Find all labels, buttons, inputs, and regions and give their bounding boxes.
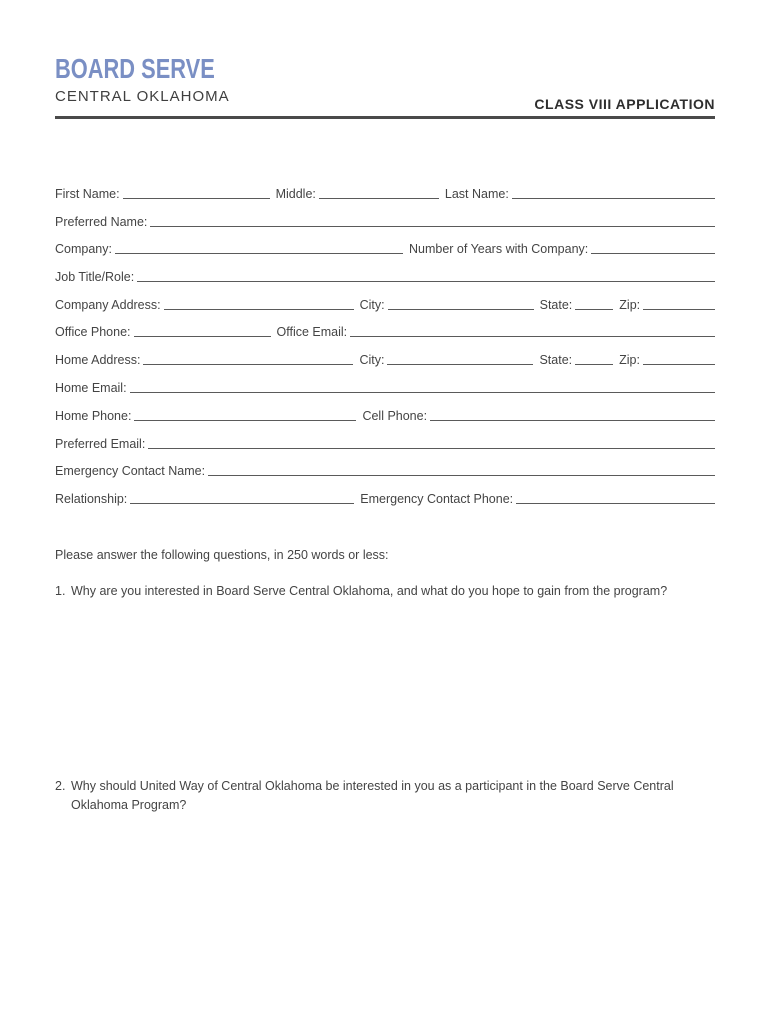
last-name-label: Last Name: — [444, 187, 509, 201]
emergency-contact-name-field[interactable] — [208, 462, 715, 476]
emergency-contact-row — [55, 460, 715, 478]
home-city-field[interactable] — [387, 351, 533, 365]
preferred-email-label: Preferred Email: — [55, 437, 146, 451]
years-with-company-field[interactable] — [591, 240, 715, 254]
middle-name-label: Middle: — [275, 187, 316, 201]
cell-phone-label: Cell Phone: — [362, 409, 428, 423]
name-row — [55, 183, 715, 201]
first-name-label: First Name: — [55, 187, 120, 201]
emergency-contact-phone-label: Emergency Contact Phone: — [360, 492, 514, 506]
relationship-row — [55, 488, 715, 506]
middle-name-field[interactable] — [319, 185, 439, 199]
home-phone-field[interactable] — [134, 407, 356, 421]
company-address-row — [55, 294, 715, 312]
job-title-label: Job Title/Role: — [55, 270, 135, 284]
job-title-row — [55, 266, 715, 284]
questions-intro: Please answer the following questions, in 250 words or less: — [55, 548, 389, 562]
company-label: Company: — [55, 242, 112, 256]
question-2-text: Why should United Way of Central Oklahoma be interested in you as a participant in the Board Serve Central Oklahoma Program? — [71, 779, 674, 812]
office-email-label: Office Email: — [276, 325, 348, 339]
company-zip-field[interactable] — [643, 296, 715, 310]
brand-title: BOARD SERVE — [55, 53, 215, 84]
company-address-field[interactable] — [164, 296, 354, 310]
office-phone-field[interactable] — [134, 323, 271, 337]
home-address-label: Home Address: — [55, 353, 141, 367]
preferred-name-row — [55, 211, 715, 229]
preferred-name-label: Preferred Name: — [55, 215, 148, 229]
office-email-field[interactable] — [350, 323, 715, 337]
home-address-row — [55, 349, 715, 367]
cell-phone-field[interactable] — [430, 407, 715, 421]
preferred-email-field[interactable] — [148, 435, 715, 449]
brand-subtitle: CENTRAL OKLAHOMA — [55, 88, 230, 105]
company-zip-label: Zip: — [619, 298, 641, 312]
home-zip-label: Zip: — [619, 353, 640, 367]
company-row — [55, 238, 715, 256]
home-email-row — [55, 377, 715, 395]
phone-row — [55, 405, 715, 423]
last-name-field[interactable] — [512, 185, 715, 199]
home-state-field[interactable] — [575, 351, 613, 365]
home-state-label: State: — [539, 353, 573, 367]
job-title-field[interactable] — [137, 268, 715, 282]
office-phone-label: Office Phone: — [55, 325, 131, 339]
preferred-name-field[interactable] — [150, 213, 715, 227]
home-zip-field[interactable] — [643, 351, 715, 365]
home-phone-label: Home Phone: — [55, 409, 132, 423]
relationship-field[interactable] — [130, 490, 354, 504]
emergency-contact-phone-field[interactable] — [516, 490, 715, 504]
company-city-field[interactable] — [388, 296, 534, 310]
preferred-email-row — [55, 433, 715, 451]
question-2-number: 2. — [55, 779, 66, 793]
header-rule — [55, 116, 715, 119]
relationship-label: Relationship: — [55, 492, 128, 506]
emergency-contact-name-label: Emergency Contact Name: — [55, 464, 206, 478]
company-state-field[interactable] — [575, 296, 613, 310]
question-1-number: 1. — [55, 584, 66, 598]
question-1-text: Why are you interested in Board Serve Central Oklahoma, and what do you hope to gain from the program? — [71, 584, 668, 598]
form-title: CLASS VIII APPLICATION — [534, 96, 715, 112]
company-city-label: City: — [359, 298, 385, 312]
company-address-label: Company Address: — [55, 298, 161, 312]
company-field[interactable] — [115, 240, 403, 254]
question-1 — [55, 582, 715, 601]
first-name-field[interactable] — [123, 185, 270, 199]
question-2 — [55, 777, 715, 815]
home-address-field[interactable] — [143, 351, 353, 365]
years-with-company-label: Number of Years with Company: — [408, 242, 589, 256]
home-email-field[interactable] — [130, 379, 715, 393]
home-city-label: City: — [359, 353, 385, 367]
home-email-label: Home Email: — [55, 381, 127, 395]
company-state-label: State: — [539, 298, 573, 312]
office-row — [55, 321, 715, 339]
